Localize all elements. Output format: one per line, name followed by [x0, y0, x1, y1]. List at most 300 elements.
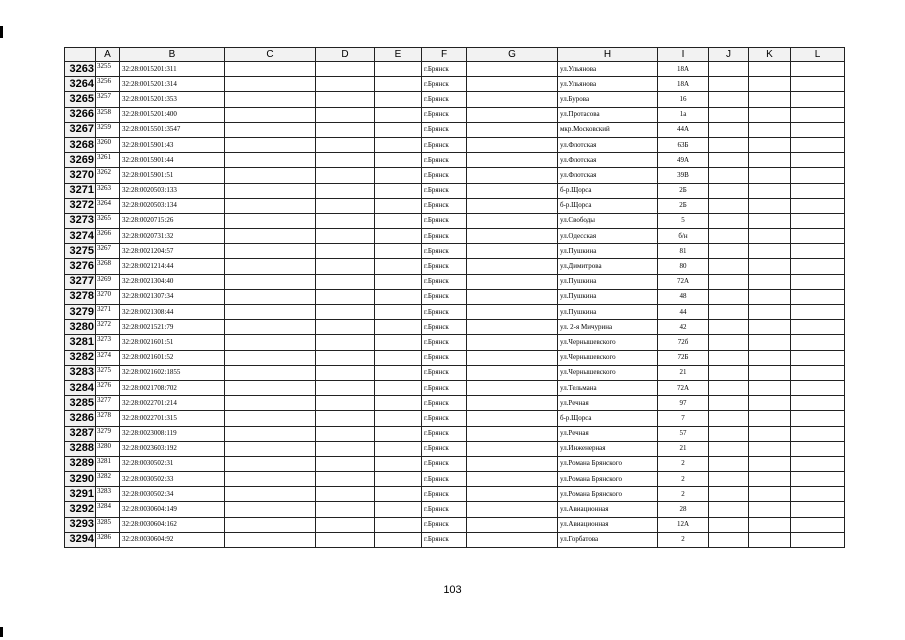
cell-a: 3255 [96, 62, 120, 77]
cell-j [709, 441, 749, 456]
cell-f: г.Брянск [422, 122, 467, 137]
column-header-d[interactable]: D [316, 48, 375, 62]
cell-k [749, 426, 791, 441]
cell-e [375, 411, 422, 426]
cell-e [375, 472, 422, 487]
cell-b: 32:28:0030502:33 [120, 472, 225, 487]
cell-k [749, 320, 791, 335]
table-row [65, 153, 845, 168]
cell-e [375, 426, 422, 441]
cell-g [467, 502, 558, 517]
cell-b: 32:28:0022701:214 [120, 396, 225, 411]
cell-h: ул.Флотская [558, 137, 658, 152]
cell-b: 32:28:0020731:32 [120, 229, 225, 244]
column-header-j[interactable]: J [709, 48, 749, 62]
cell-c [225, 517, 316, 532]
cell-l [791, 411, 845, 426]
cell-e [375, 350, 422, 365]
cell-j [709, 274, 749, 289]
column-header-a[interactable]: A [96, 48, 120, 62]
cell-j [709, 487, 749, 502]
row-number: 3284 [65, 380, 96, 395]
cell-l [791, 350, 845, 365]
cell-k [749, 487, 791, 502]
cell-c [225, 350, 316, 365]
cell-f: г.Брянск [422, 532, 467, 547]
cell-a: 3280 [96, 441, 120, 456]
cell-l [791, 274, 845, 289]
cell-d [316, 441, 375, 456]
cell-a: 3282 [96, 472, 120, 487]
column-header-k[interactable]: K [749, 48, 791, 62]
cell-e [375, 183, 422, 198]
cell-h: ул.Пушкина [558, 305, 658, 320]
cell-d [316, 62, 375, 77]
column-header-i[interactable]: I [658, 48, 709, 62]
cell-d [316, 456, 375, 471]
cell-c [225, 320, 316, 335]
cell-g [467, 244, 558, 259]
table-row [65, 532, 845, 547]
cell-h: ул.Ульянова [558, 62, 658, 77]
cell-b: 32:28:0015901:44 [120, 153, 225, 168]
row-number: 3268 [65, 137, 96, 152]
cell-f: г.Брянск [422, 365, 467, 380]
cell-b: 32:28:0020503:133 [120, 183, 225, 198]
cell-f: г.Брянск [422, 487, 467, 502]
cell-e [375, 229, 422, 244]
cell-l [791, 107, 845, 122]
cell-e [375, 92, 422, 107]
cell-j [709, 517, 749, 532]
cell-l [791, 335, 845, 350]
table-row [65, 107, 845, 122]
spreadsheet [64, 47, 845, 548]
scan-edge-mark [0, 627, 3, 637]
cell-e [375, 153, 422, 168]
cell-a: 3264 [96, 198, 120, 213]
cell-f: г.Брянск [422, 137, 467, 152]
table-row [65, 517, 845, 532]
cell-h: ул.Флотская [558, 168, 658, 183]
cell-k [749, 183, 791, 198]
cell-l [791, 320, 845, 335]
cell-h: ул. 2-я Мичурина [558, 320, 658, 335]
cell-k [749, 122, 791, 137]
cell-g [467, 532, 558, 547]
row-number: 3278 [65, 289, 96, 304]
cell-i: 72А [658, 274, 709, 289]
column-header-h[interactable]: H [558, 48, 658, 62]
cell-f: г.Брянск [422, 168, 467, 183]
cell-c [225, 502, 316, 517]
cell-a: 3269 [96, 274, 120, 289]
cell-b: 32:28:0021304:40 [120, 274, 225, 289]
scan-edge-mark [0, 26, 3, 38]
row-number: 3266 [65, 107, 96, 122]
cell-l [791, 441, 845, 456]
table-row [65, 365, 845, 380]
table-row [65, 396, 845, 411]
cell-d [316, 137, 375, 152]
cell-k [749, 517, 791, 532]
cell-j [709, 259, 749, 274]
row-number: 3273 [65, 213, 96, 228]
cell-c [225, 213, 316, 228]
row-number: 3290 [65, 472, 96, 487]
column-header-f[interactable]: F [422, 48, 467, 62]
cell-l [791, 396, 845, 411]
cell-e [375, 62, 422, 77]
cell-d [316, 229, 375, 244]
cell-c [225, 472, 316, 487]
cell-e [375, 259, 422, 274]
table-row [65, 456, 845, 471]
cell-f: г.Брянск [422, 396, 467, 411]
cell-l [791, 168, 845, 183]
cell-a: 3258 [96, 107, 120, 122]
cell-g [467, 441, 558, 456]
cell-h: ул.Горбатова [558, 532, 658, 547]
cell-j [709, 396, 749, 411]
cell-c [225, 335, 316, 350]
cell-j [709, 472, 749, 487]
cell-b: 32:28:0030502:31 [120, 456, 225, 471]
cell-g [467, 259, 558, 274]
cell-h: ул.Бурова [558, 92, 658, 107]
table-row [65, 426, 845, 441]
cell-i: 16 [658, 92, 709, 107]
cell-f: г.Брянск [422, 77, 467, 92]
cell-l [791, 244, 845, 259]
cell-k [749, 213, 791, 228]
cell-g [467, 411, 558, 426]
cell-h: ул.Димитрова [558, 259, 658, 274]
cell-d [316, 153, 375, 168]
cell-e [375, 487, 422, 502]
cell-l [791, 137, 845, 152]
table-row [65, 259, 845, 274]
cell-a: 3263 [96, 183, 120, 198]
cell-d [316, 183, 375, 198]
cell-b: 32:28:0021308:44 [120, 305, 225, 320]
cell-f: г.Брянск [422, 350, 467, 365]
table-row [65, 487, 845, 502]
table-row [65, 122, 845, 137]
cell-b: 32:28:0030604:149 [120, 502, 225, 517]
cell-d [316, 365, 375, 380]
cell-g [467, 365, 558, 380]
row-number: 3269 [65, 153, 96, 168]
cell-f: г.Брянск [422, 305, 467, 320]
cell-h: ул.Ульянова [558, 77, 658, 92]
cell-i: 72б [658, 335, 709, 350]
cell-l [791, 472, 845, 487]
table-row [65, 137, 845, 152]
table-row [65, 350, 845, 365]
cell-a: 3261 [96, 153, 120, 168]
cell-f: г.Брянск [422, 259, 467, 274]
cell-l [791, 77, 845, 92]
cell-h: ул.Протасова [558, 107, 658, 122]
cell-g [467, 198, 558, 213]
cell-l [791, 183, 845, 198]
cell-k [749, 62, 791, 77]
cell-j [709, 456, 749, 471]
cell-k [749, 289, 791, 304]
cell-j [709, 122, 749, 137]
cell-h: ул.Чернышевского [558, 350, 658, 365]
cell-h: ул.Флотская [558, 153, 658, 168]
row-number: 3279 [65, 305, 96, 320]
cell-f: г.Брянск [422, 426, 467, 441]
cell-f: г.Брянск [422, 274, 467, 289]
cell-k [749, 380, 791, 395]
cell-i: 21 [658, 365, 709, 380]
cell-j [709, 320, 749, 335]
cell-h: ул.Романа Брянского [558, 487, 658, 502]
row-number: 3281 [65, 335, 96, 350]
cell-j [709, 305, 749, 320]
row-number: 3282 [65, 350, 96, 365]
table-row [65, 274, 845, 289]
cell-i: 5 [658, 213, 709, 228]
column-header-g[interactable]: G [467, 48, 558, 62]
cell-f: г.Брянск [422, 229, 467, 244]
cell-k [749, 153, 791, 168]
table-row [65, 411, 845, 426]
cell-l [791, 517, 845, 532]
cell-i: 97 [658, 396, 709, 411]
cell-b: 32:28:0020503:134 [120, 198, 225, 213]
cell-a: 3259 [96, 122, 120, 137]
cell-k [749, 137, 791, 152]
cell-j [709, 244, 749, 259]
cell-f: г.Брянск [422, 335, 467, 350]
cell-a: 3274 [96, 350, 120, 365]
cell-i: 2 [658, 487, 709, 502]
cell-j [709, 92, 749, 107]
cell-a: 3283 [96, 487, 120, 502]
column-header-l[interactable]: L [791, 48, 845, 62]
cell-c [225, 456, 316, 471]
cell-j [709, 62, 749, 77]
cell-l [791, 122, 845, 137]
cell-a: 3278 [96, 411, 120, 426]
cell-j [709, 502, 749, 517]
cell-a: 3265 [96, 213, 120, 228]
cell-b: 32:28:0015201:314 [120, 77, 225, 92]
cell-i: 18А [658, 62, 709, 77]
cell-a: 3285 [96, 517, 120, 532]
cell-j [709, 350, 749, 365]
cell-a: 3267 [96, 244, 120, 259]
cell-i: 12А [658, 517, 709, 532]
cell-h: ул.Свободы [558, 213, 658, 228]
cell-g [467, 153, 558, 168]
cell-h: ул.Речная [558, 396, 658, 411]
cell-g [467, 62, 558, 77]
cell-c [225, 396, 316, 411]
cell-a: 3270 [96, 289, 120, 304]
cell-g [467, 305, 558, 320]
cell-c [225, 365, 316, 380]
cell-l [791, 305, 845, 320]
row-number: 3267 [65, 122, 96, 137]
cell-d [316, 305, 375, 320]
column-header-b[interactable]: B [120, 48, 225, 62]
cell-d [316, 396, 375, 411]
cell-f: г.Брянск [422, 411, 467, 426]
cell-e [375, 396, 422, 411]
cell-c [225, 426, 316, 441]
cell-b: 32:28:0015901:43 [120, 137, 225, 152]
cell-e [375, 441, 422, 456]
table-row [65, 335, 845, 350]
cell-h: ул.Романа Брянского [558, 472, 658, 487]
cell-k [749, 441, 791, 456]
cell-k [749, 456, 791, 471]
cell-c [225, 183, 316, 198]
cell-k [749, 365, 791, 380]
cell-c [225, 532, 316, 547]
table-row [65, 472, 845, 487]
table-row [65, 320, 845, 335]
cell-f: г.Брянск [422, 456, 467, 471]
cell-g [467, 472, 558, 487]
cell-i: 57 [658, 426, 709, 441]
cell-l [791, 380, 845, 395]
cell-i: 44 [658, 305, 709, 320]
cell-e [375, 380, 422, 395]
table-row [65, 289, 845, 304]
cell-k [749, 229, 791, 244]
cell-g [467, 350, 558, 365]
cell-h: ул.Одесская [558, 229, 658, 244]
cell-i: 7 [658, 411, 709, 426]
cell-d [316, 350, 375, 365]
cell-j [709, 411, 749, 426]
cell-h: ул.Пушкина [558, 289, 658, 304]
cell-k [749, 350, 791, 365]
cell-e [375, 107, 422, 122]
cell-j [709, 365, 749, 380]
cell-c [225, 198, 316, 213]
cell-f: г.Брянск [422, 62, 467, 77]
column-header-c[interactable]: C [225, 48, 316, 62]
cell-f: г.Брянск [422, 92, 467, 107]
cell-c [225, 153, 316, 168]
cell-g [467, 168, 558, 183]
cell-e [375, 77, 422, 92]
cell-j [709, 183, 749, 198]
table-row [65, 213, 845, 228]
cell-b: 32:28:0021521:79 [120, 320, 225, 335]
cell-a: 3284 [96, 502, 120, 517]
cell-g [467, 229, 558, 244]
cell-g [467, 396, 558, 411]
cell-a: 3257 [96, 92, 120, 107]
cell-c [225, 122, 316, 137]
table-row [65, 441, 845, 456]
cell-l [791, 289, 845, 304]
table-row [65, 305, 845, 320]
row-number: 3289 [65, 456, 96, 471]
cell-g [467, 213, 558, 228]
cell-k [749, 502, 791, 517]
cell-g [467, 335, 558, 350]
cell-d [316, 274, 375, 289]
cell-c [225, 441, 316, 456]
cell-k [749, 396, 791, 411]
cell-c [225, 411, 316, 426]
cell-k [749, 198, 791, 213]
column-header-e[interactable]: E [375, 48, 422, 62]
data-table [64, 47, 845, 548]
cell-e [375, 502, 422, 517]
cell-e [375, 289, 422, 304]
cell-g [467, 183, 558, 198]
cell-i: 48 [658, 289, 709, 304]
cell-c [225, 244, 316, 259]
cell-i: 72Б [658, 350, 709, 365]
cell-d [316, 472, 375, 487]
row-number: 3275 [65, 244, 96, 259]
row-number: 3287 [65, 426, 96, 441]
cell-l [791, 532, 845, 547]
cell-h: ул.Речная [558, 426, 658, 441]
cell-b: 32:28:0030604:162 [120, 517, 225, 532]
cell-h: б-р.Щорса [558, 183, 658, 198]
table-row [65, 229, 845, 244]
cell-h: ул.Авиационная [558, 502, 658, 517]
cell-b: 32:28:0030604:92 [120, 532, 225, 547]
cell-g [467, 456, 558, 471]
cell-j [709, 168, 749, 183]
cell-i: 81 [658, 244, 709, 259]
cell-b: 32:28:0015201:311 [120, 62, 225, 77]
cell-f: г.Брянск [422, 517, 467, 532]
cell-f: г.Брянск [422, 153, 467, 168]
row-number: 3283 [65, 365, 96, 380]
cell-g [467, 380, 558, 395]
row-number: 3271 [65, 183, 96, 198]
cell-e [375, 365, 422, 380]
cell-d [316, 107, 375, 122]
cell-h: ул.Авиационная [558, 517, 658, 532]
cell-l [791, 259, 845, 274]
table-body [65, 62, 845, 548]
cell-k [749, 532, 791, 547]
cell-d [316, 289, 375, 304]
cell-d [316, 502, 375, 517]
cell-f: г.Брянск [422, 289, 467, 304]
cell-b: 32:28:0020715:26 [120, 213, 225, 228]
cell-j [709, 137, 749, 152]
cell-l [791, 229, 845, 244]
cell-b: 32:28:0030502:34 [120, 487, 225, 502]
cell-a: 3256 [96, 77, 120, 92]
cell-a: 3271 [96, 305, 120, 320]
cell-i: 2 [658, 456, 709, 471]
cell-d [316, 517, 375, 532]
cell-d [316, 168, 375, 183]
cell-h: мкр.Московский [558, 122, 658, 137]
cell-k [749, 92, 791, 107]
cell-f: г.Брянск [422, 183, 467, 198]
cell-l [791, 426, 845, 441]
cell-d [316, 92, 375, 107]
